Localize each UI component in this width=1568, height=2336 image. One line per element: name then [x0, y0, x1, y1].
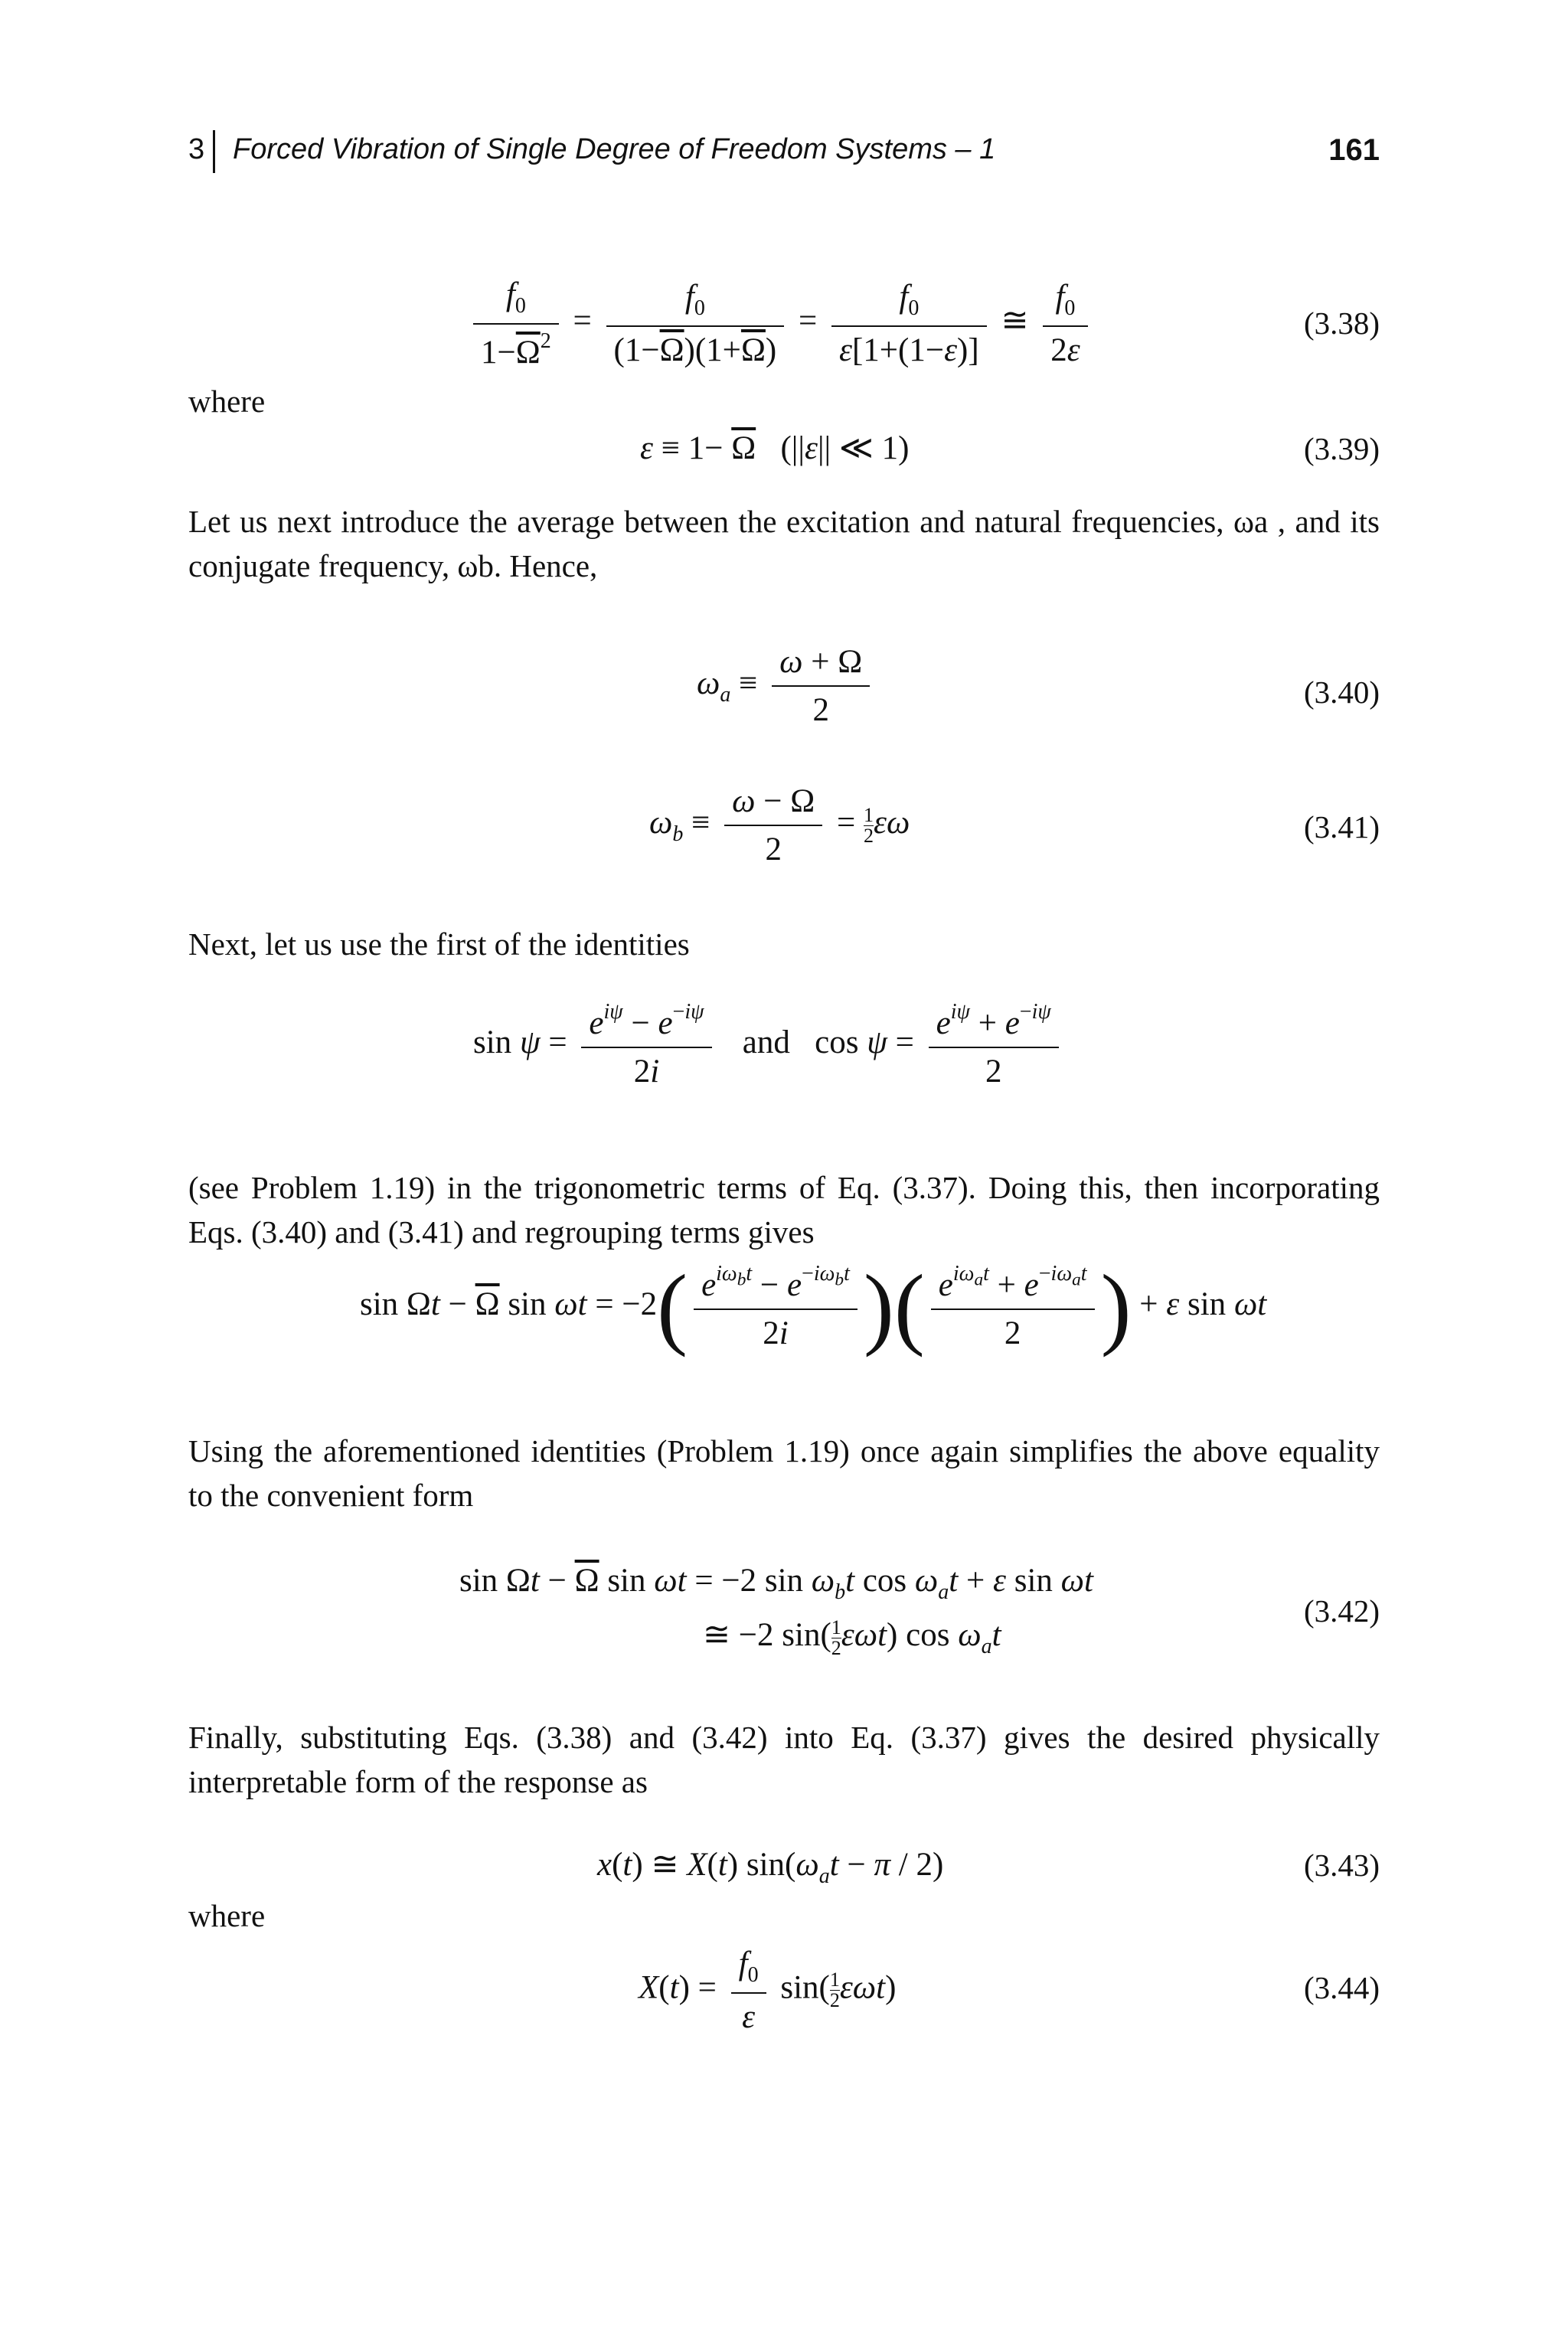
- equation-3-42-line-1: $\sin \Omega t - \overline{\Omega}$ sin ωt = −2 $\sin \omega_bt$ $\cos \omega_at + \varepsilon$ sin ωt: [459, 1563, 1093, 1604]
- paragraph-final-substitution: Finally, substituting Eqs. (3.38) and (3.42) into Eq. (3.37) gives the desired physically interpretable form of the response as: [188, 1720, 1380, 1799]
- equation-3-42-line-2: ≅ −2 sin( $\frac{1}{2}$ εωt) $\cos \omega_at$: [703, 1616, 1001, 1659]
- paragraph-identities-intro: Next, let us use the first of the identities: [188, 926, 690, 962]
- equation-number-3-38: (3.38): [1303, 305, 1380, 341]
- chapter-title: Forced Vibration of Single Degree of Freedom Systems – 1: [233, 133, 996, 165]
- equation-3-38: $\frac{f_0}{1-\overline{\Omega}^2}$ = $\frac{f_0}{(1-\overline{\Omega})(1+\overline{\Omega})}$ = $\frac{f_0}{\varepsilon[1+(1-\varepsilon)]}$ ≅ $\frac{f_0}{2\varepsilon}$: [467, 276, 1094, 371]
- equation-number-3-44: (3.44): [1303, 1970, 1380, 2005]
- equation-3-44: X(t) = $\frac{f_0}{\varepsilon}$ sin( $\frac{1}{2}$ εωt): [639, 1946, 897, 2035]
- equation-number-3-43: (3.43): [1303, 1848, 1380, 1883]
- paragraph-problem-reference: (see Problem 1.19) in the trigonometric terms of Eq. (3.37). Doing this, then incorporating Eqs. (3.40) and (3.41) and regrouping terms gives: [188, 1170, 1380, 1250]
- and-word: and: [742, 1024, 790, 1060]
- header-divider: [213, 130, 215, 173]
- equation-number-3-40: (3.40): [1303, 675, 1380, 710]
- equation-number-3-41: (3.41): [1303, 809, 1380, 845]
- equation-number-3-39: (3.39): [1303, 431, 1380, 466]
- running-header: [188, 130, 1380, 176]
- equation-3-39: $\varepsilon \equiv 1- \overline{\Omega}$ (||ε|| ≪ 1): [640, 430, 910, 466]
- equation-euler-identities: sin ψ = $\frac{e^{i\psi} - e^{-i\psi}}{2i}$ and cos ψ = $\frac{e^{i\psi} + e^{-i\psi}}{2}$: [473, 1000, 1065, 1090]
- equation-number-3-42: (3.42): [1303, 1593, 1380, 1629]
- paragraph-simplification: Using the aforementioned identities (Problem 1.19) once again simplifies the above equality to the convenient form: [188, 1433, 1380, 1513]
- where-label-2: where: [188, 1898, 266, 1933]
- paragraph-average-frequency: Let us next introduce the average between the excitation and natural frequencies, ωa , and its conjugate frequency, ωb. Hence,: [188, 504, 1380, 583]
- equation-3-43: x(t) ≅ X(t) $\sin(\omega_at - \pi / 2)$: [597, 1847, 944, 1888]
- equation-3-40: $\omega_a$ ≡ $\frac{\omega + \Omega}{2}$: [697, 643, 876, 729]
- equation-expanded-product: $\sin \Omega t - \overline{\Omega}$ sin ωt = −2( $\frac{e^{i\omega_bt} - e^{-i\omega_bt}}{2i}$ )( $\frac{e^{i\omega_at} + e^{-i\omega_at}}{2}$ ) + ε sin ωt: [360, 1256, 1267, 1357]
- where-label-1: where: [188, 384, 266, 419]
- equation-3-41: $\omega_b$ ≡ $\frac{\omega - \Omega}{2}$ = $\frac{1}{2}$ εω: [649, 783, 910, 867]
- chapter-number: 3: [188, 133, 205, 165]
- page-number: 161: [1328, 133, 1380, 167]
